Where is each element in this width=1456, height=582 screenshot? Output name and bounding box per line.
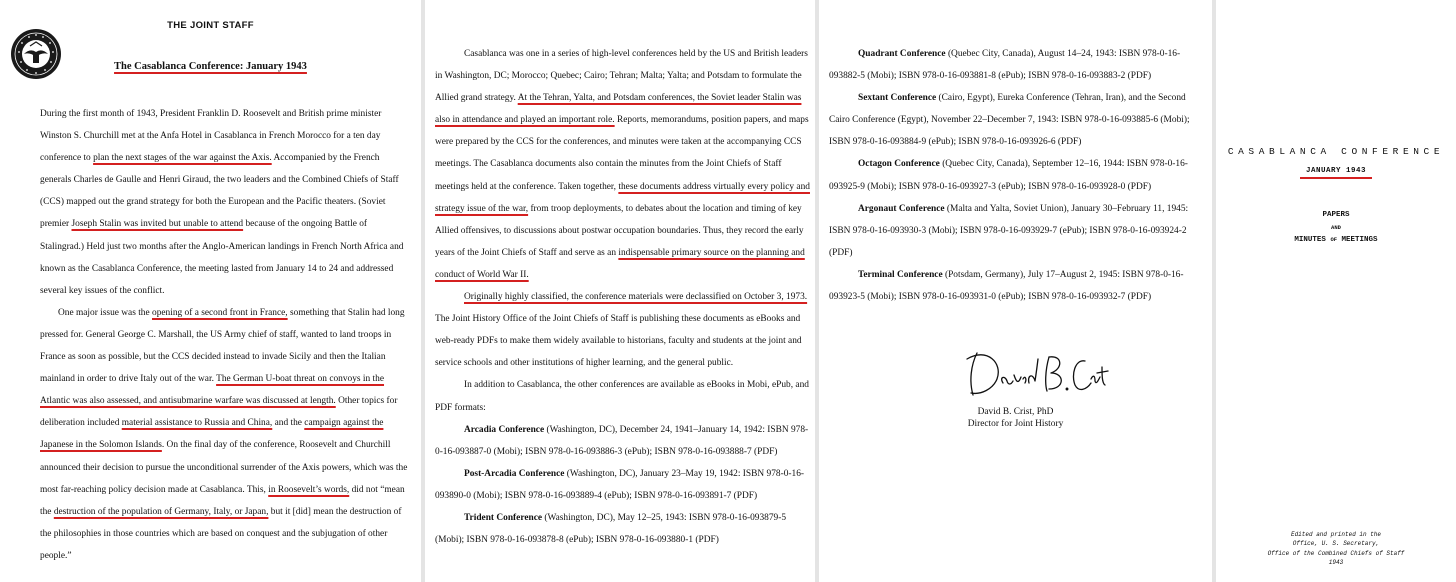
text-run: (Quebec City, Canada), September 12–16, 1944: ISBN 978-0-16-093925-9 (Mobi); ISBN 978-0-16-093927-3 (ePub); ISBN 978-0-16-093928-0 (PDF) [829, 159, 1188, 192]
conference-name: Terminal Conference [858, 269, 943, 280]
text-run: In addition to Casablanca, the other conferences are available as eBooks in Mobi, ePub, and PDF formats: [435, 380, 809, 413]
conference-entry [435, 463, 810, 507]
joint-chiefs-seal-icon [10, 28, 62, 80]
conference-entry [435, 419, 810, 463]
text-run: (Washington, DC), December 24, 1941–January 14, 1942: ISBN 978-0-16-093887-0 (Mobi); ISBN 978-0-16-093886-3 (ePub); ISBN 978-0-16-093888-7 (PDF) [435, 424, 809, 457]
paragraph [40, 103, 412, 302]
text-run: During the first month of 1943, President Franklin D. Roosevelt and British prime minister Winston S. Churchill met at the Anfa Hotel in Casablanca in French Morocco for a ten day conference to [40, 109, 382, 164]
text-run: (Malta and Yalta, Soviet Union), January 30–February 11, 1945: ISBN 978-0-16-093930-3 (Mobi); ISBN 978-0-16-093929-7 (ePub); ISBN 978-0-16-093924-2 (PDF) [829, 203, 1189, 258]
conference-entry [435, 507, 810, 551]
document-title: The Casablanca Conference: January 1943 [114, 61, 307, 72]
underlined-text: campaign against the Japanese in the Solomon Islands [40, 418, 384, 451]
text-run: . On the final day of the conference, Roosevelt and Churchill announced their decision to pursue the unconditional surrender of the Axis powers, which was the most far-reaching policy decision made at Casablanca. This, [40, 440, 408, 495]
text-run: (Washington, DC), January 23–May 19, 1942: ISBN 978-0-16-093890-0 (Mobi); ISBN 978-0-16-093889-4 (ePub); ISBN 978-0-16-093891-7 (PDF) [435, 468, 805, 501]
underlined-text: destruction of the population of Germany, Italy, or Japan, [53, 506, 269, 517]
text-run: because of the ongoing Battle of Stalingrad.) Held just two months after the Anglo-American landings in French North Africa and known as the Casablanca Conference, the meeting lasted from January 14 to 24 and addressed several key issues of the conflict. [40, 219, 404, 296]
cover-subtitle: PAPERS AND MINUTES OF MEETINGS [1294, 211, 1378, 244]
document-page-3 [819, 0, 1212, 582]
page-header: THE JOINT STAFF [167, 20, 254, 31]
text-run: (Potsdam, Germany), July 17–August 2, 1945: ISBN 978-0-16-093923-5 (Mobi); ISBN 978-0-16-093931-0 (ePub); ISBN 978-0-16-093932-7 (PDF) [829, 269, 1184, 303]
conference-entry [829, 87, 1205, 153]
text-run: Casablanca was one in a series of high-level conferences held by the US and British leaders in Washington, DC; Morocco; Quebec; Cairo; Tehran; Malta; Yalta; and Potsdam to formulate the Allied grand strategy. [435, 49, 808, 104]
document-page-2 [425, 0, 815, 582]
conference-name: Arcadia Conference [464, 424, 545, 435]
conference-name: Argonaut Conference [858, 203, 945, 214]
page-body [435, 43, 810, 551]
text-run: did not “mean the [40, 484, 405, 517]
conference-entry [829, 43, 1205, 87]
cover-title: CASABLANCA CONFERENCE [1227, 146, 1445, 157]
text-run: One major issue was the [58, 307, 152, 318]
page-body [829, 43, 1205, 308]
document-page-4-title-page [1216, 0, 1456, 582]
text-run: The Joint History Office of the Joint Chiefs of Staff is publishing these documents as eBooks and web-ready PDFs to make them widely available to historians, faculty and students at the joint and service schools and other institutions of higher learning, and the general public. [435, 314, 802, 369]
paragraph [435, 374, 810, 418]
page-body [40, 103, 412, 567]
paragraph [40, 302, 412, 567]
underlined-text: opening of a second front in France, [152, 307, 288, 318]
signatory-title: Director for Joint History [967, 419, 1064, 429]
underlined-text: in Roosevelt’s words, [268, 484, 350, 495]
text-run: and the [272, 418, 305, 429]
text-run: Reports, memorandums, position papers, and maps were prepared by the CCS for the conferences, and minutes were taken at the accompanying CCS meetings. The Casablanca documents also contain the minutes from the Joint Chiefs of Staff meetings held at the conference. Taken together, [435, 115, 809, 192]
cover-date: JANUARY 1943 [1216, 167, 1456, 175]
text-run: (Quebec City, Canada), August 14–24, 1943: ISBN 978-0-16-093882-5 (Mobi); ISBN 978-0-16-093881-8 (ePub); ISBN 978-0-16-093883-2 (PDF) [829, 49, 1181, 82]
text-run: something that Stalin had long pressed for. General George C. Marshall, the US Army chief of staff, wanted to land troops in France as soon as possible, but the CCS decided instead to invade Sicily and then the Italian mainland in order to drive Italy out of the war. [40, 307, 405, 385]
underlined-text: Originally highly classified, the conference materials were declassified on October 3, 1973. [464, 292, 808, 303]
signatory-name: David B. Crist, PhD [977, 407, 1054, 417]
paragraph [435, 286, 810, 374]
underlined-text: At the Tehran, Yalta, and Potsdam conferences, the Soviet leader Stalin was also in attendance and played an important role. [435, 93, 802, 126]
text-run: Accompanied by the French generals Charles de Gaulle and Henri Giraud, the two leaders and the Combined Chiefs of Staff (CCS) mapped out the grand strategy for both the European and the Pacific theaters. (Soviet premier [40, 153, 399, 230]
paragraph [435, 43, 810, 286]
signature-block [819, 406, 1212, 430]
underlined-text: plan the next stages of the war against the Axis. [93, 153, 272, 164]
conference-entry [829, 153, 1205, 197]
handwritten-signature [959, 345, 1109, 400]
underlined-text: The German U-boat threat on convoys in the Atlantic was also assessed, and antisubmarine warfare was discussed at length. [40, 374, 385, 407]
underlined-text: these documents address virtually every policy and strategy issue of the war, [435, 181, 810, 214]
underlined-text: indispensable primary source on the planning and conduct of World War II. [435, 247, 805, 280]
document-page-1 [0, 0, 421, 582]
text-run: from troop deployments, to debates about the location and timing of key Allied offensives, to discussions about postwar occupation boundaries. Thus, they record the early years of the Joint Chiefs of Staff and serve as an [435, 203, 804, 258]
conference-entry [829, 264, 1205, 308]
text-run: Other topics for deliberation included [40, 396, 398, 429]
conference-entry [829, 198, 1205, 264]
conference-name: Octagon Conference [858, 159, 940, 170]
conference-name: Trident Conference [464, 512, 543, 523]
text-run: (Cairo, Egypt), Eureka Conference (Tehran, Iran), and the Second Cairo Conference (Egypt), November 22–December 7, 1943: ISBN 978-0-16-093885-6 (Mobi); ISBN 978-0-16-093884-9 (ePub); ISBN 978-0-16-093926-6 (PDF) [829, 93, 1190, 148]
conference-name: Quadrant Conference [858, 49, 946, 59]
text-run: but it [did] mean the destruction of the philosophies in those countries which are based on conquest and the subjugation of other people.” [40, 506, 402, 561]
conference-name: Sextant Conference [858, 93, 937, 104]
text-run: (Washington, DC), May 12–25, 1943: ISBN 978-0-16-093879-5 (Mobi); ISBN 978-0-16-093878-8 (ePub); ISBN 978-0-16-093880-1 (PDF) [435, 512, 787, 546]
underlined-text: material assistance to Russia and China, [121, 418, 273, 429]
cover-imprint: Edited and printed in the Office, U. S. Secretary, Office of the Combined Chiefs of Staff 1943 [1267, 531, 1405, 566]
underlined-text: Joseph Stalin was invited but unable to attend [71, 219, 244, 230]
conference-name: Post-Arcadia Conference [464, 468, 565, 479]
